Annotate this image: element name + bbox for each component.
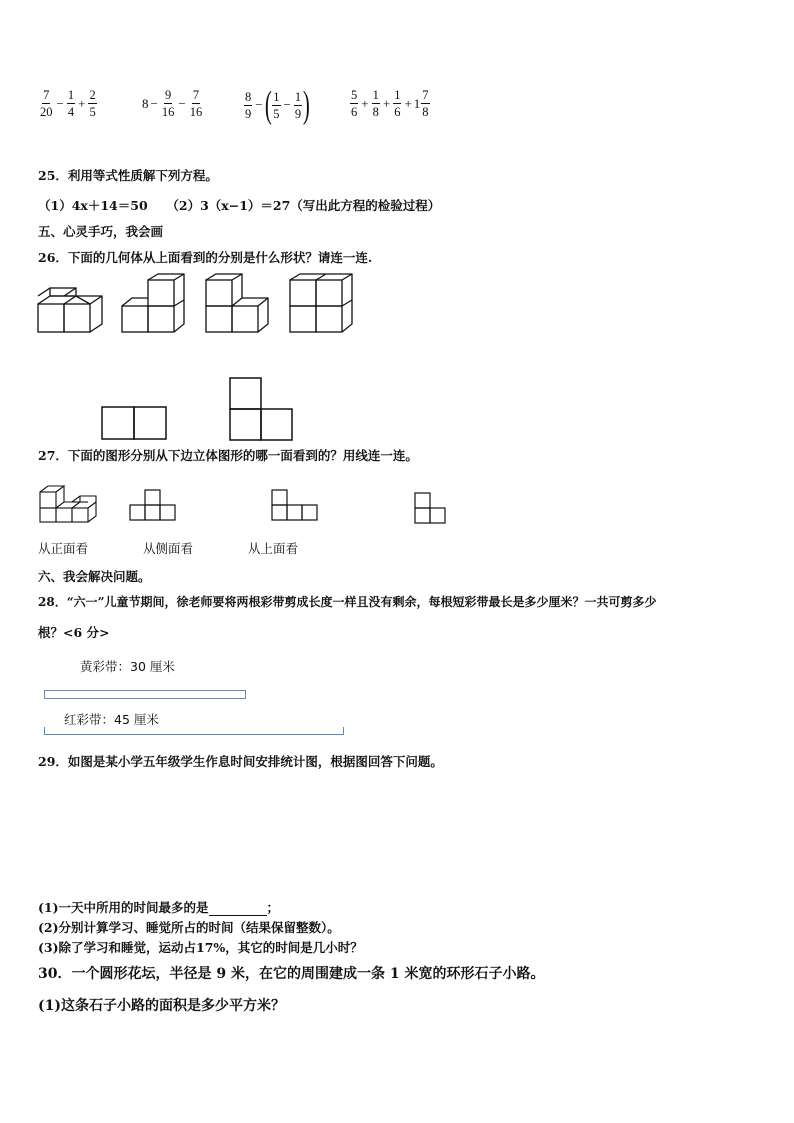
q26-top-view-1	[101, 405, 167, 441]
fraction: $\frac{1}{5}$	[273, 89, 280, 121]
q27-view-2	[272, 488, 320, 524]
label-top-view: 从上面看	[248, 541, 299, 556]
fraction: $\frac{8}{9}$	[245, 89, 252, 121]
section-5-heading: 五、心灵手巧，我会画	[38, 224, 164, 239]
fraction: $\frac{7}{16}$	[189, 88, 203, 119]
fraction: $\frac{7}{8}$	[422, 88, 429, 119]
question-29-part-1: (1)一天中所用的时间最多的是 ；	[38, 900, 280, 915]
red-ribbon	[44, 727, 344, 735]
right-paren: )	[302, 84, 310, 126]
fraction: $\frac{1}{6}$	[394, 88, 401, 119]
expression-2: 8 − $\frac{9}{16}$ − $\frac{7}{16}$	[142, 88, 203, 119]
question-26-title: 26．下面的几何体从上面看到的分别是什么形状？请连一连.	[38, 250, 373, 265]
label-front-view: 从正面看	[38, 541, 89, 556]
yellow-ribbon	[44, 690, 246, 699]
question-30-part-1: (1)这条石子小路的面积是多少平方米？	[38, 998, 285, 1014]
q26-solid-3	[206, 274, 270, 336]
question-28-line-2: 根？<6 分>	[38, 625, 110, 640]
q27-view-1	[130, 488, 178, 524]
fraction: $\frac{1}{9}$	[294, 89, 302, 121]
answer-blank[interactable]	[209, 903, 267, 916]
q26-solid-1	[38, 288, 102, 336]
yellow-ribbon-label: 黄彩带：30 厘米	[80, 659, 175, 674]
expression-3: $\frac{8}{9}$ − ( $\frac{1}{5}$ − $\frac{1}{9}$ )	[245, 84, 310, 126]
section-6-heading: 六、我会解决问题。	[38, 569, 151, 584]
label-side-view: 从侧面看	[143, 541, 194, 556]
question-29-part-3: (3)除了学习和睡觉，运动占17%，其它的时间是几小时？	[38, 940, 363, 955]
q26-solid-4	[290, 274, 354, 336]
question-30-title: 30．一个圆形花坛，半径是 9 米，在它的周围建成一条 1 米宽的环形石子小路。	[38, 966, 545, 982]
left-paren: (	[264, 84, 272, 126]
fraction: $\frac{2}{5}$	[89, 88, 96, 119]
q26-top-view-2	[229, 376, 295, 442]
q26-solid-2	[122, 274, 186, 336]
q27-solid	[38, 484, 100, 524]
question-29-part-2: (2)分别计算学习、睡觉所占的时间（结果保留整数）。	[38, 920, 340, 935]
q27-view-3	[414, 491, 448, 527]
red-ribbon-label: 红彩带：45 厘米	[60, 712, 163, 728]
fraction: $\frac{7}{20}$	[40, 88, 53, 119]
fraction: $\frac{1}{4}$	[67, 88, 75, 119]
question-28-line-1: 28．“六一”儿童节期间，徐老师要将两根彩带剪成长度一样且没有剩余，每根短彩带最长是多少厘米？一共可剪多少	[38, 595, 657, 609]
expression-1: $\frac{7}{20}$ − $\frac{1}{4}$ + $\frac{2}{5}$	[40, 88, 96, 119]
question-25-items: （1）4x＋14＝50 （2）3（x−1）＝27（写出此方程的检验过程）	[38, 198, 441, 213]
expression-4: $\frac{5}{6}$ + $\frac{1}{8}$ + $\frac{1}{6}$ + 1 $\frac{7}{8}$	[351, 88, 429, 119]
question-29-title: 29．如图是某小学五年级学生作息时间安排统计图，根据图回答下问题。	[38, 754, 443, 769]
fraction: $\frac{1}{8}$	[372, 88, 379, 119]
fraction: $\frac{5}{6}$	[351, 88, 358, 119]
question-25-title: 25．利用等式性质解下列方程。	[38, 168, 218, 183]
question-27-title: 27．下面的图形分别从下边立体图形的哪一面看到的？用线连一连。	[38, 448, 418, 463]
fraction: $\frac{9}{16}$	[161, 88, 175, 119]
